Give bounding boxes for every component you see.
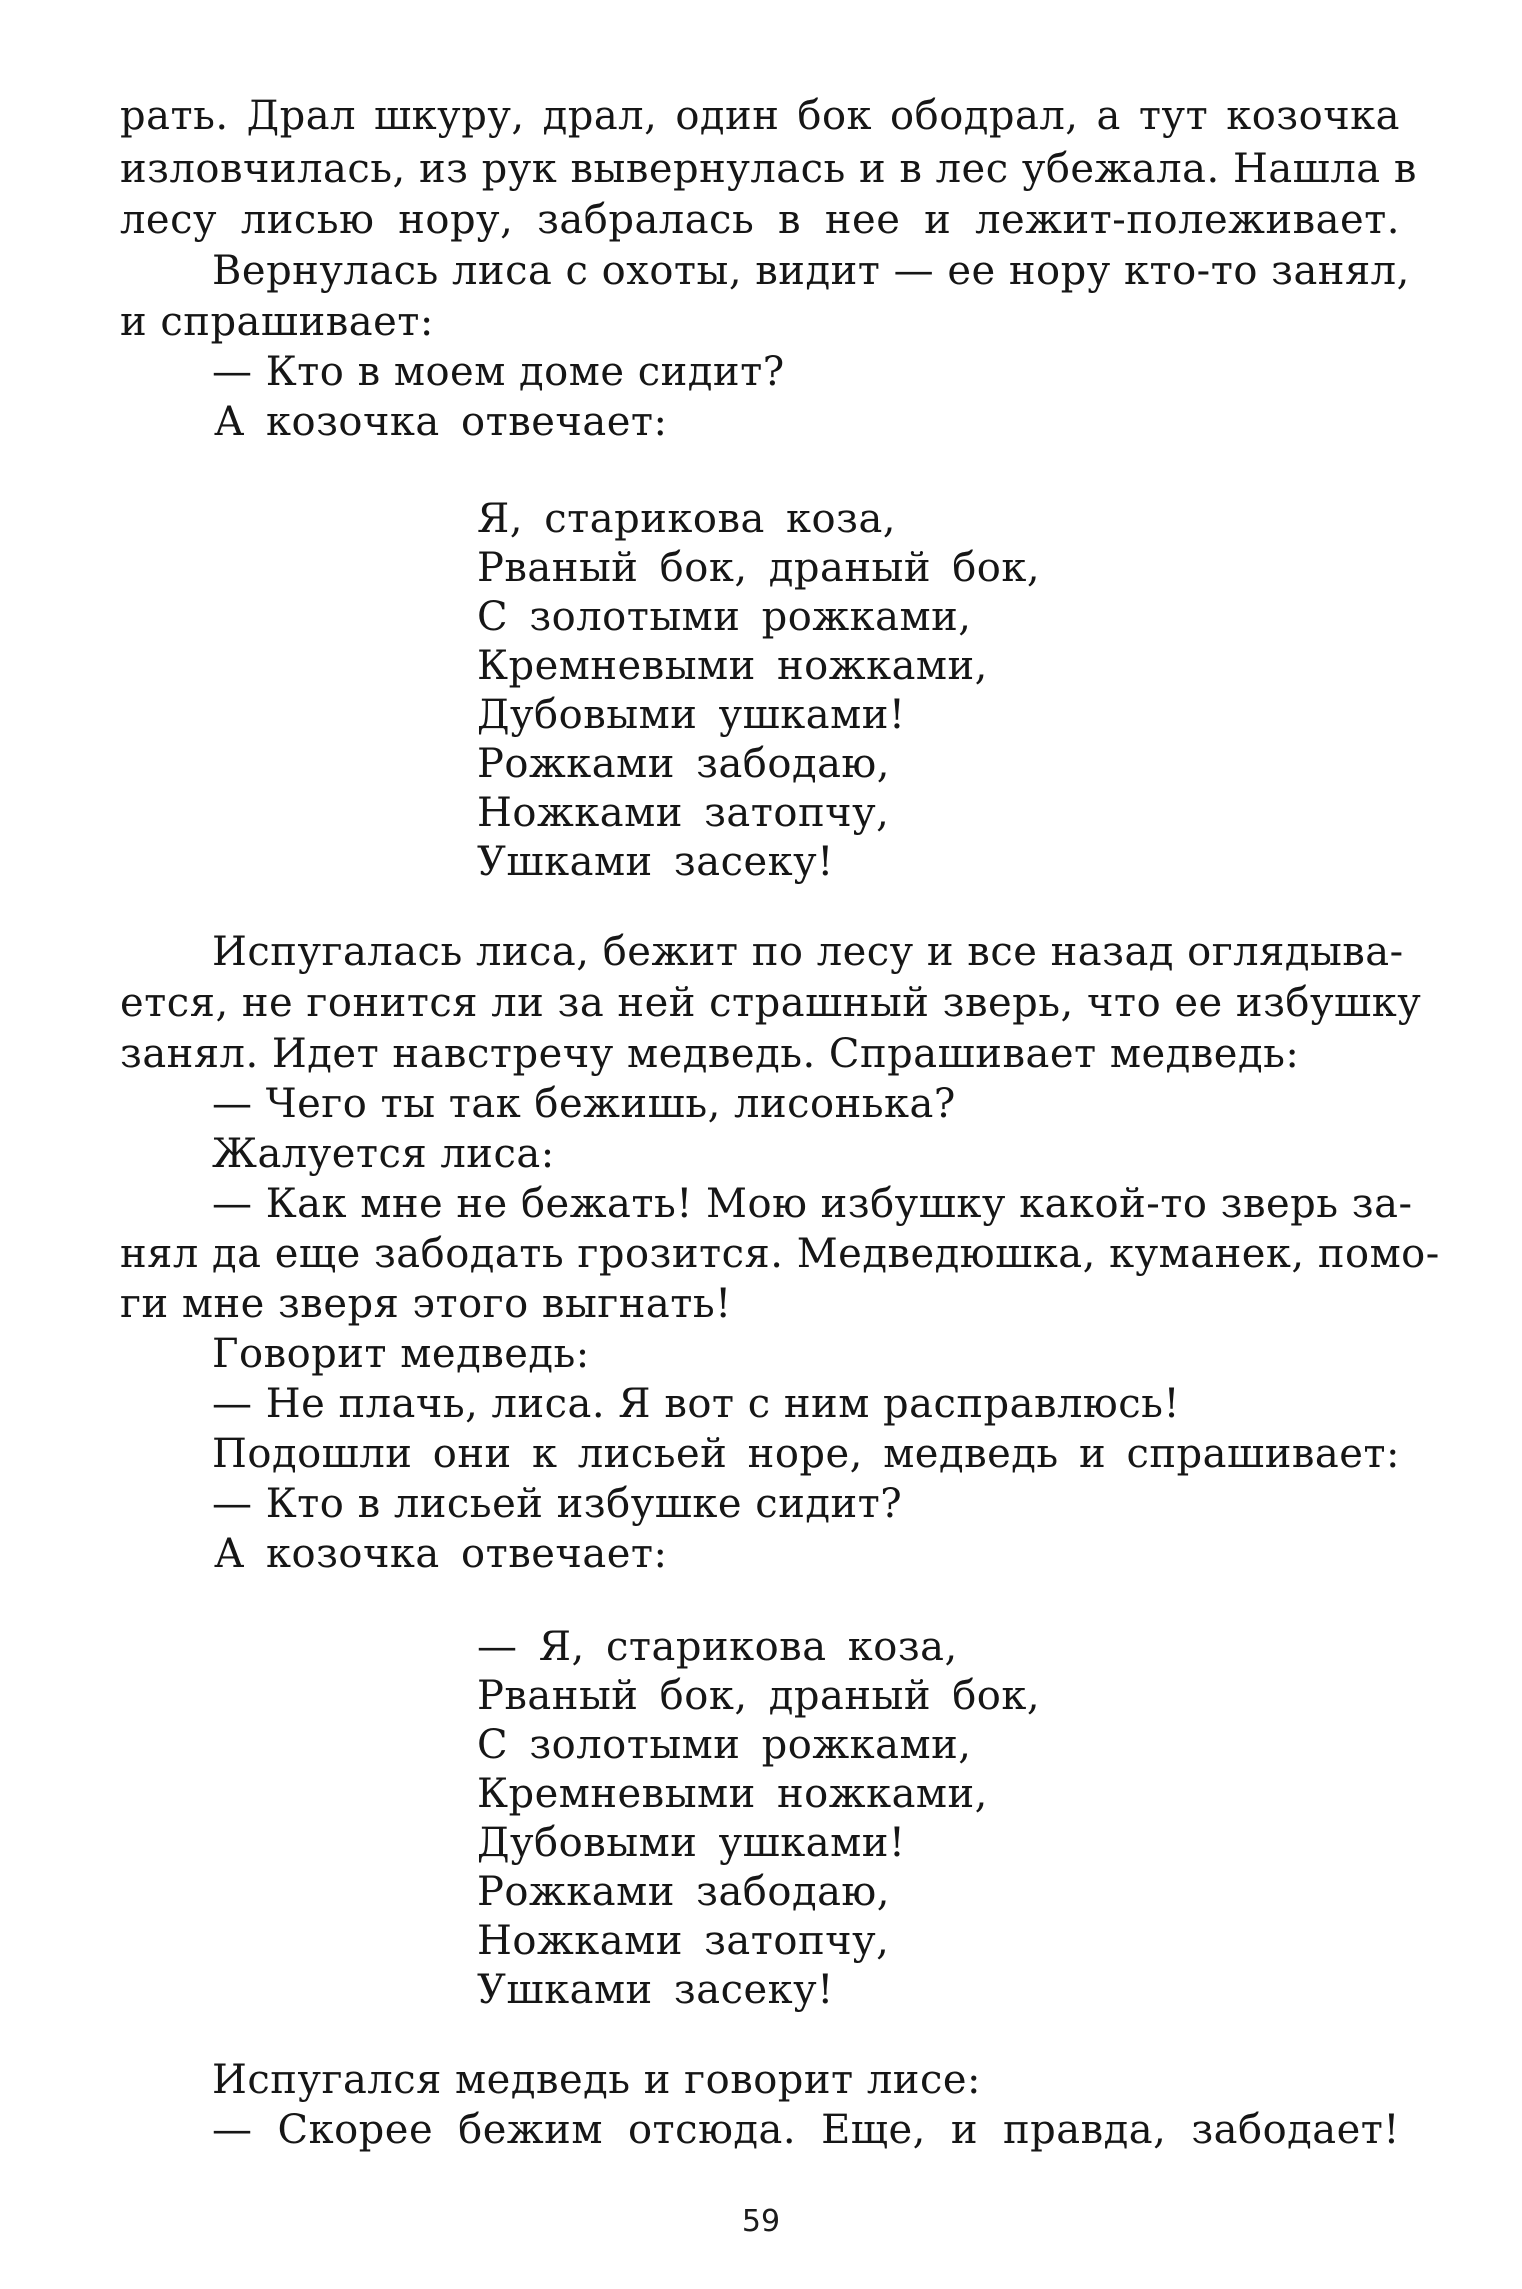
verse-line: Рваный бок, драный бок, bbox=[477, 1673, 1041, 1719]
verse-line: Рваный бок, драный бок, bbox=[477, 545, 1041, 591]
text-line: — Скорее бежим отсюда. Еще, и правда, забодает! bbox=[212, 2107, 1400, 2153]
text-line: — Чего ты так бежишь, лисонька? bbox=[212, 1081, 956, 1127]
text-line: Испугалась лиса, бежит по лесу и все назад оглядыва- bbox=[212, 929, 1404, 975]
text-line: лесу лисью нору, забралась в нее и лежит-полеживает. bbox=[120, 197, 1400, 243]
text-line: Подошли они к лисьей норе, медведь и спрашивает: bbox=[212, 1431, 1400, 1477]
page-number: 59 bbox=[741, 2204, 781, 2239]
text-line: нял да еще забодать грозится. Медведюшка, куманек, помо- bbox=[120, 1231, 1440, 1277]
verse-line: Ножками затопчу, bbox=[477, 790, 890, 836]
verse-line: Рожками забодаю, bbox=[477, 741, 890, 787]
text-line: Испугался медведь и говорит лисе: bbox=[212, 2057, 982, 2103]
text-line: — Как мне не бежать! Мою избушку какой-то зверь за- bbox=[212, 1181, 1413, 1227]
text-line: изловчилась, из рук вывернулась и в лес убежала. Нашла в bbox=[120, 146, 1417, 192]
text-line: А козочка отвечает: bbox=[214, 399, 668, 445]
text-line: Говорит медведь: bbox=[212, 1331, 590, 1377]
text-line: рать. Драл шкуру, драл, один бок ободрал, а тут козочка bbox=[120, 93, 1400, 139]
verse-line: — Я, старикова коза, bbox=[477, 1624, 958, 1670]
text-line: занял. Идет навстречу медведь. Спрашивает медведь: bbox=[120, 1031, 1300, 1077]
text-line: — Кто в лисьей избушке сидит? bbox=[212, 1481, 903, 1527]
text-line: ется, не гонится ли за ней страшный зверь, что ее избушку bbox=[120, 980, 1422, 1026]
text-line: — Кто в моем доме сидит? bbox=[212, 349, 785, 395]
verse-line: Ушками засеку! bbox=[477, 839, 834, 885]
verse-line: Кремневыми ножками, bbox=[477, 1771, 988, 1817]
verse-line: Ножками затопчу, bbox=[477, 1918, 890, 1964]
text-line: и спрашивает: bbox=[120, 299, 434, 345]
verse-line: Дубовыми ушками! bbox=[477, 692, 906, 738]
verse-line: Я, старикова коза, bbox=[477, 496, 897, 542]
verse-line: Ушками засеку! bbox=[477, 1967, 834, 2013]
verse-line: Дубовыми ушками! bbox=[477, 1820, 906, 1866]
verse-line: Кремневыми ножками, bbox=[477, 643, 988, 689]
text-line: Вернулась лиса с охоты, видит — ее нору кто-то занял, bbox=[212, 248, 1410, 294]
text-line: А козочка отвечает: bbox=[214, 1531, 668, 1577]
verse-line: С золотыми рожками, bbox=[477, 594, 972, 640]
text-line: ги мне зверя этого выгнать! bbox=[120, 1281, 732, 1327]
verse-line: С золотыми рожками, bbox=[477, 1722, 972, 1768]
text-line: Жалуется лиса: bbox=[212, 1131, 555, 1177]
text-line: — Не плачь, лиса. Я вот с ним расправлюсь! bbox=[212, 1381, 1181, 1427]
verse-line: Рожками забодаю, bbox=[477, 1869, 890, 1915]
